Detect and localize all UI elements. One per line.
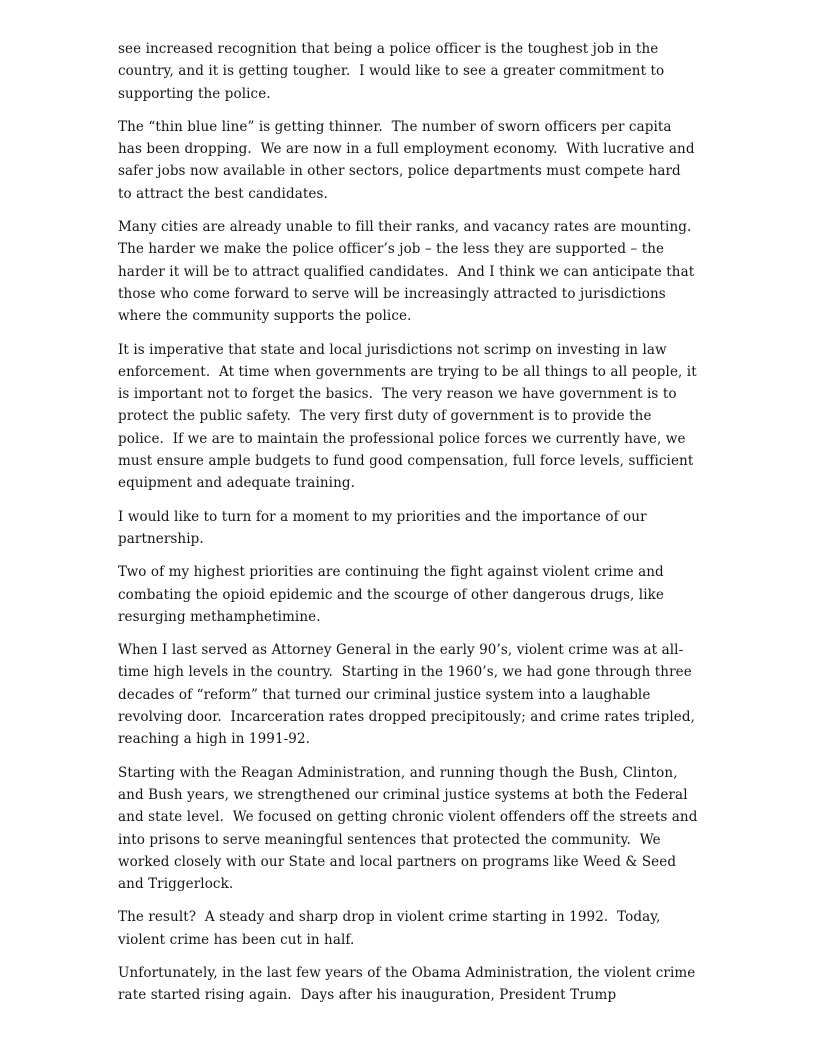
paragraph-highest-priorities: Two of my highest priorities are continuing the fight against violent crime and combating the opioid epidemic and the scourge of other dangerous drugs, like resurging methamphetimine. — [118, 564, 669, 625]
paragraph-investing-law-enforcement: It is imperative that state and local jurisdictions not scrimp on investing in law enforcement. At time when governments are trying to be all things to all people, it is important not to forget the basics. The very reason we have government is to protect the public safety. The very first duty of government is to provide the police. If we are to maintain the professional police forces we currently have, we must ensure ample budgets to fund good compensation, full force levels, sufficient equipment and adequate training. — [118, 341, 702, 492]
paragraph-priorities-intro: I would like to turn for a moment to my priorities and the importance of our partnership. — [118, 508, 652, 547]
paragraph-reagan-administration: Starting with the Reagan Administration, and running though the Bush, Clinton, and Bush years, we strengthened our criminal justice systems at both the Federal and state level. We focused on getting chronic violent offenders off the streets and into prisons to serve meaningful sentences that protected the community. We worked closely with our State and local partners on programs like Weed & Seed and Triggerlock. — [118, 764, 702, 893]
paragraph-early-90s-crime: When I last served as Attorney General in the early 90’s, violent crime was at all-time high levels in the country. Starting in the 1960’s, we had gone through three decades of “reform” that turned our criminal justice system into a laughable revolving door. Incarceration rates dropped precipitously; and crime rates tripled, reaching a high in 1991-92. — [118, 642, 700, 748]
paragraph-obama-crime-rise: Unfortunately, in the last few years of the Obama Administration, the violent crime rate started rising again. Days after his inauguration, President Trump — [118, 964, 700, 1004]
paragraph-vacancy-rates: Many cities are already unable to fill their ranks, and vacancy rates are mounting. The harder we make the police officer’s job – the less they are supported – the harder it will be to attract qualified candidates. And I think we can anticipate that those who come forward to serve will be increasingly attracted to jurisdictions where the community supports the police. — [118, 219, 701, 325]
paragraph-thin-blue-line: The “thin blue line” is getting thinner. The number of sworn officers per capita has been dropping. We are now in a full employment economy. With lucrative and safer jobs now available in other sectors, police departments must compete hard to attract the best candidates. — [118, 118, 699, 202]
paragraph-crime-drop-result: The result? A steady and sharp drop in violent crime starting in 1992. Today, violent crime has been cut in half. — [118, 909, 665, 948]
paragraph-police-recognition: see increased recognition that being a police officer is the toughest job in the country, and it is getting tougher. I would like to see a greater commitment to supporting the police. — [118, 41, 669, 102]
